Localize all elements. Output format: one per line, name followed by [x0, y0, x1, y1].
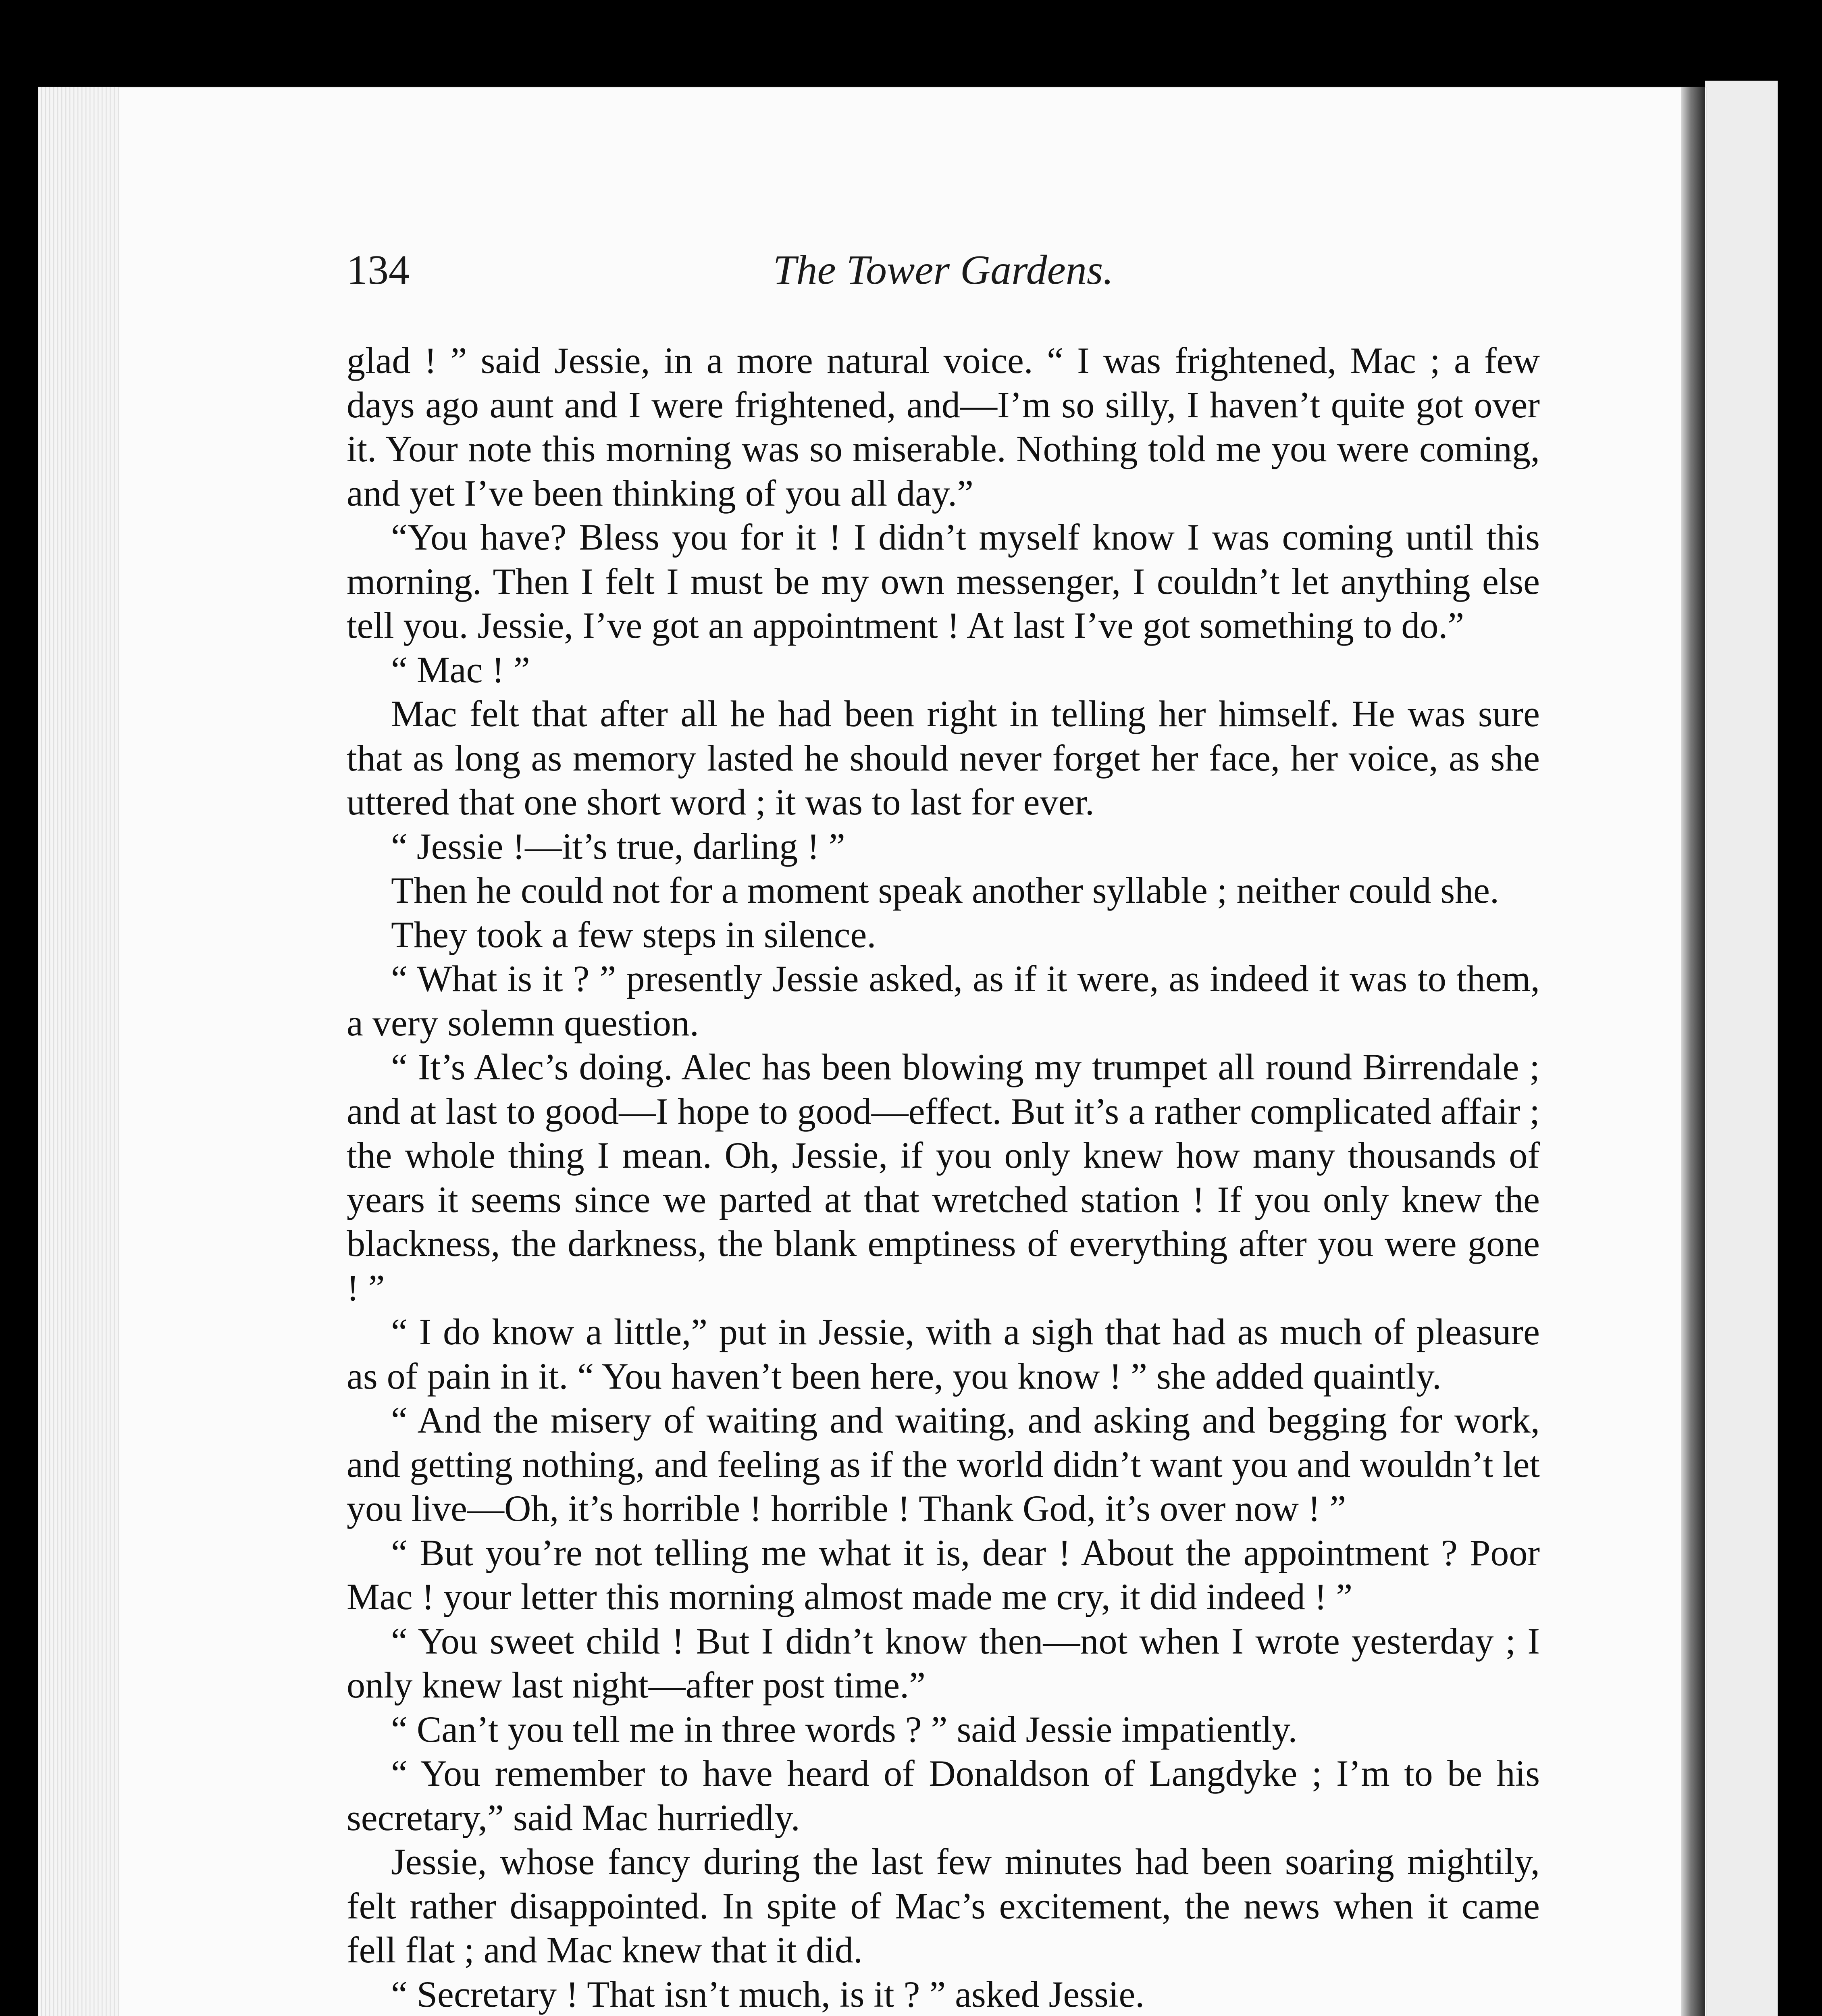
paragraph: Mac felt that after all he had been right in telling her himself. He was sure that as long as memory lasted he should never forget her face, her voice, as she uttered that one short word ; it was to last for ever. [347, 693, 1540, 823]
page-stack-edge [38, 87, 119, 2016]
paragraph: Then he could not for a moment speak another syllable ; neither could she. [391, 870, 1499, 911]
paragraph: “ It’s Alec’s doing. Alec has been blowing my trumpet all round Birrendale ; and at last to good—I hope to good—effect. But it’s a rather complicated affair ; the whole thing I mean. Oh, Jessie, if you only knew how many thousands of years it seems since we parted at that wretched station ! If you only knew the blackness, the darkness, the blank emptiness of everything after you were gone ! ” [347, 1046, 1540, 1308]
paragraph: “ You sweet child ! But I didn’t know then—not when I wrote yesterday ; I only knew last night—after post time.” [347, 1620, 1540, 1706]
body-text [347, 339, 1540, 2016]
paragraph: They took a few steps in silence. [391, 914, 876, 955]
paragraph: “ Secretary ! That isn’t much, is it ? ” asked Jessie. [391, 1973, 1145, 2015]
paragraph: “ Can’t you tell me in three words ? ” said Jessie impatiently. [391, 1708, 1298, 1750]
paragraph: “ Jessie !—it’s true, darling ! ” [391, 825, 845, 867]
page-header [347, 246, 1540, 302]
paragraph: “You have? Bless you for it ! I didn’t myself know I was coming until this morning. Then I felt I must be my own messenger, I couldn’t let anything else tell you. Jessie, I’ve got an appointment ! At last I’ve got something to do.” [347, 516, 1540, 646]
paragraph: “ You remember to have heard of Donaldson of Langdyke ; I’m to be his secretary,” said Mac hurriedly. [347, 1753, 1540, 1838]
paragraph: “ I do know a little,” put in Jessie, with a sigh that had as much of pleasure as of pain in it. “ You haven’t been here, you know ! ” she added quaintly. [347, 1311, 1540, 1397]
paragraph: Jessie, whose fancy during the last few minutes had been soaring mightily, felt rather disappointed. In spite of Mac’s excitement, the news when it came fell flat ; and Mac knew that it did. [347, 1841, 1540, 1970]
paragraph: “ What is it ? ” presently Jessie asked, as if it were, as indeed it was to them, a very solemn question. [347, 958, 1540, 1043]
paragraph: “ And the misery of waiting and waiting, and asking and begging for work, and getting nothing, and feeling as if the world didn’t want you and wouldn’t let you live—Oh, it’s horrible ! horrible ! Thank God, it’s over now ! ” [347, 1400, 1540, 1529]
paragraph: “ But you’re not telling me what it is, dear ! About the appointment ? Poor Mac ! your letter this morning almost made me cry, it did indeed ! ” [347, 1532, 1540, 1617]
page-number: 134 [347, 247, 410, 293]
paragraph: glad ! ” said Jessie, in a more natural voice. “ I was frightened, Mac ; a few days ago aunt and I were frightened, and—I’m so silly, I haven’t quite got over it. Your note this morning was so miserable. Nothing told me you were coming, and yet I’ve been thinking of you all day.” [347, 340, 1540, 514]
adjacent-page-edge [1705, 81, 1778, 2016]
running-title: The Tower Gardens. [773, 247, 1114, 293]
paragraph: “ Mac ! ” [391, 649, 530, 690]
book-gutter-shadow [1681, 87, 1705, 2016]
